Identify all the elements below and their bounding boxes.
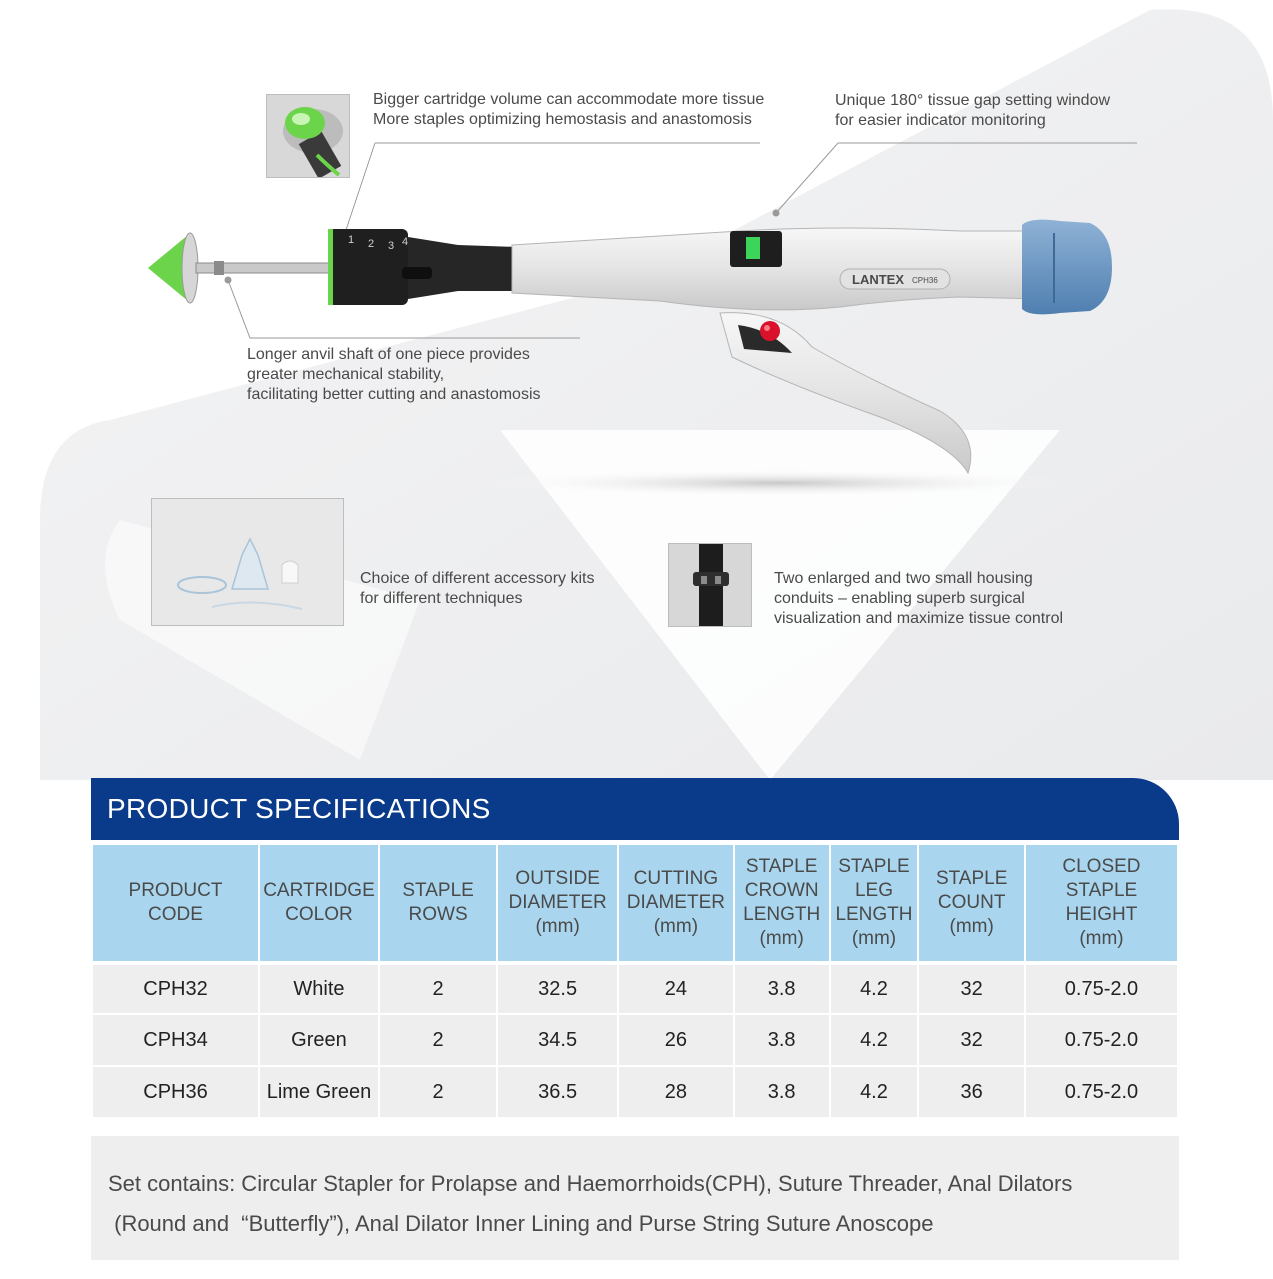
- callout-line: for different techniques: [360, 590, 523, 607]
- conduits-callout: [774, 569, 1063, 629]
- accessory-kits-image: [151, 498, 344, 626]
- table-cell: 0.75-2.0: [1026, 1067, 1177, 1119]
- column-header-line: CARTRIDGE: [263, 880, 375, 901]
- callout-line: conduits – enabling superb surgical: [774, 590, 1025, 607]
- table-cell: CPH34: [93, 1015, 258, 1067]
- table-cell: 2: [380, 963, 496, 1015]
- column-header-line: CROWN: [744, 880, 819, 901]
- column-header-line: ROWS: [408, 904, 468, 925]
- scale-digit: 4: [402, 236, 409, 248]
- model-label: CPH36: [912, 276, 938, 285]
- spec-section-title: PRODUCT SPECIFICATIONS: [91, 778, 1179, 840]
- column-header-line: CUTTING: [633, 868, 719, 889]
- table-cell: 26: [619, 1015, 733, 1067]
- accessory-callout: [360, 569, 594, 609]
- spec-column-header: [831, 845, 918, 963]
- table-cell: 28: [619, 1067, 733, 1119]
- table-cell: Green: [260, 1015, 378, 1067]
- spec-column-header: [1026, 845, 1177, 963]
- column-header-line: (mm): [1079, 928, 1124, 949]
- table-cell: Lime Green: [260, 1067, 378, 1119]
- scale-digit: 1: [348, 234, 355, 246]
- spec-body: [93, 963, 1177, 1119]
- callout-line: visualization and maximize tissue control: [774, 610, 1064, 627]
- table-cell: 2: [380, 1015, 496, 1067]
- column-header-line: LEG: [854, 880, 893, 901]
- column-header-line: (mm): [535, 916, 580, 937]
- spec-column-header: [919, 845, 1024, 963]
- column-header-line: DIAMETER: [508, 892, 607, 913]
- spec-column-header: [260, 845, 378, 963]
- table-cell: 34.5: [498, 1015, 617, 1067]
- column-header-line: HEIGHT: [1065, 904, 1138, 925]
- column-header-line: STAPLE: [838, 856, 910, 877]
- column-header-line: CLOSED: [1062, 856, 1141, 877]
- spec-column-header: [619, 845, 733, 963]
- spec-header-row: [93, 845, 1177, 963]
- window-callout: [835, 91, 1110, 131]
- scale-digit: 2: [368, 238, 375, 250]
- set-contents: [91, 1136, 1179, 1260]
- column-header-line: OUTSIDE: [515, 868, 600, 889]
- table-row: [93, 1015, 1177, 1067]
- column-header-line: STAPLE: [935, 868, 1008, 889]
- column-header-line: COLOR: [285, 904, 353, 925]
- table-cell: 3.8: [735, 963, 829, 1015]
- callout-line: Choice of different accessory kits: [360, 570, 595, 587]
- column-header-line: (mm): [851, 928, 897, 949]
- table-cell: 32: [919, 1015, 1024, 1067]
- table-cell: 4.2: [831, 1067, 918, 1119]
- table-cell: 3.8: [735, 1015, 829, 1067]
- table-cell: 36: [919, 1067, 1024, 1119]
- callout-line: greater mechanical stability,: [247, 366, 445, 383]
- callout-line: Longer anvil shaft of one piece provides: [247, 346, 530, 363]
- table-cell: 3.8: [735, 1067, 829, 1119]
- column-header-line: (mm): [653, 916, 699, 937]
- column-header-line: LENGTH: [743, 904, 821, 925]
- spec-table: [91, 845, 1179, 1119]
- table-cell: 0.75-2.0: [1026, 963, 1177, 1015]
- spec-column-header: [93, 845, 258, 963]
- callout-line: for easier indicator monitoring: [835, 112, 1046, 129]
- table-row: [93, 1067, 1177, 1119]
- table-cell: 24: [619, 963, 733, 1015]
- column-header-line: (mm): [759, 928, 804, 949]
- table-cell: CPH36: [93, 1067, 258, 1119]
- table-row: [93, 963, 1177, 1015]
- callout-line: Bigger cartridge volume can accommodate more tissue: [373, 91, 765, 108]
- scale-digit: 3: [388, 240, 395, 252]
- column-header-line: STAPLE: [745, 856, 818, 877]
- column-header-line: DIAMETER: [626, 892, 725, 913]
- cartridge-closeup-image: [266, 94, 350, 178]
- column-header-line: COUNT: [937, 892, 1006, 913]
- table-cell: 32.5: [498, 963, 617, 1015]
- callout-line: Two enlarged and two small housing: [774, 570, 1033, 587]
- brand-label: LANTEX: [852, 272, 904, 287]
- table-cell: 32: [919, 963, 1024, 1015]
- table-cell: 4.2: [831, 963, 918, 1015]
- column-header-line: STAPLE: [1065, 880, 1138, 901]
- column-header-line: LENGTH: [835, 904, 913, 925]
- spec-column-header: [380, 845, 496, 963]
- table-cell: White: [260, 963, 378, 1015]
- column-header-line: (mm): [949, 916, 994, 937]
- column-header-line: STAPLE: [402, 880, 474, 901]
- table-cell: 0.75-2.0: [1026, 1015, 1177, 1067]
- housing-conduits-image: [668, 543, 752, 627]
- spec-column-header: [498, 845, 617, 963]
- circular-stapler-image: [140, 205, 1130, 505]
- cartridge-callout: [373, 90, 764, 130]
- set-contents-line: (Round and “Butterfly”), Anal Dilator Inner Lining and Purse String Suture Anoscope: [108, 1211, 934, 1236]
- table-cell: 2: [380, 1067, 496, 1119]
- spec-column-header: [735, 845, 829, 963]
- column-header-line: CODE: [148, 904, 203, 925]
- column-header-line: PRODUCT: [128, 880, 223, 901]
- table-cell: 4.2: [831, 1015, 918, 1067]
- callout-line: More staples optimizing hemostasis and anastomosis: [373, 111, 752, 128]
- set-contents-line: Set contains: Circular Stapler for Prolapse and Haemorrhoids(CPH), Suture Threader, Anal Dilators: [108, 1171, 1073, 1196]
- table-cell: 36.5: [498, 1067, 617, 1119]
- callout-line: facilitating better cutting and anastomosis: [247, 386, 541, 403]
- table-cell: CPH32: [93, 963, 258, 1015]
- callout-line: Unique 180° tissue gap setting window: [835, 92, 1111, 109]
